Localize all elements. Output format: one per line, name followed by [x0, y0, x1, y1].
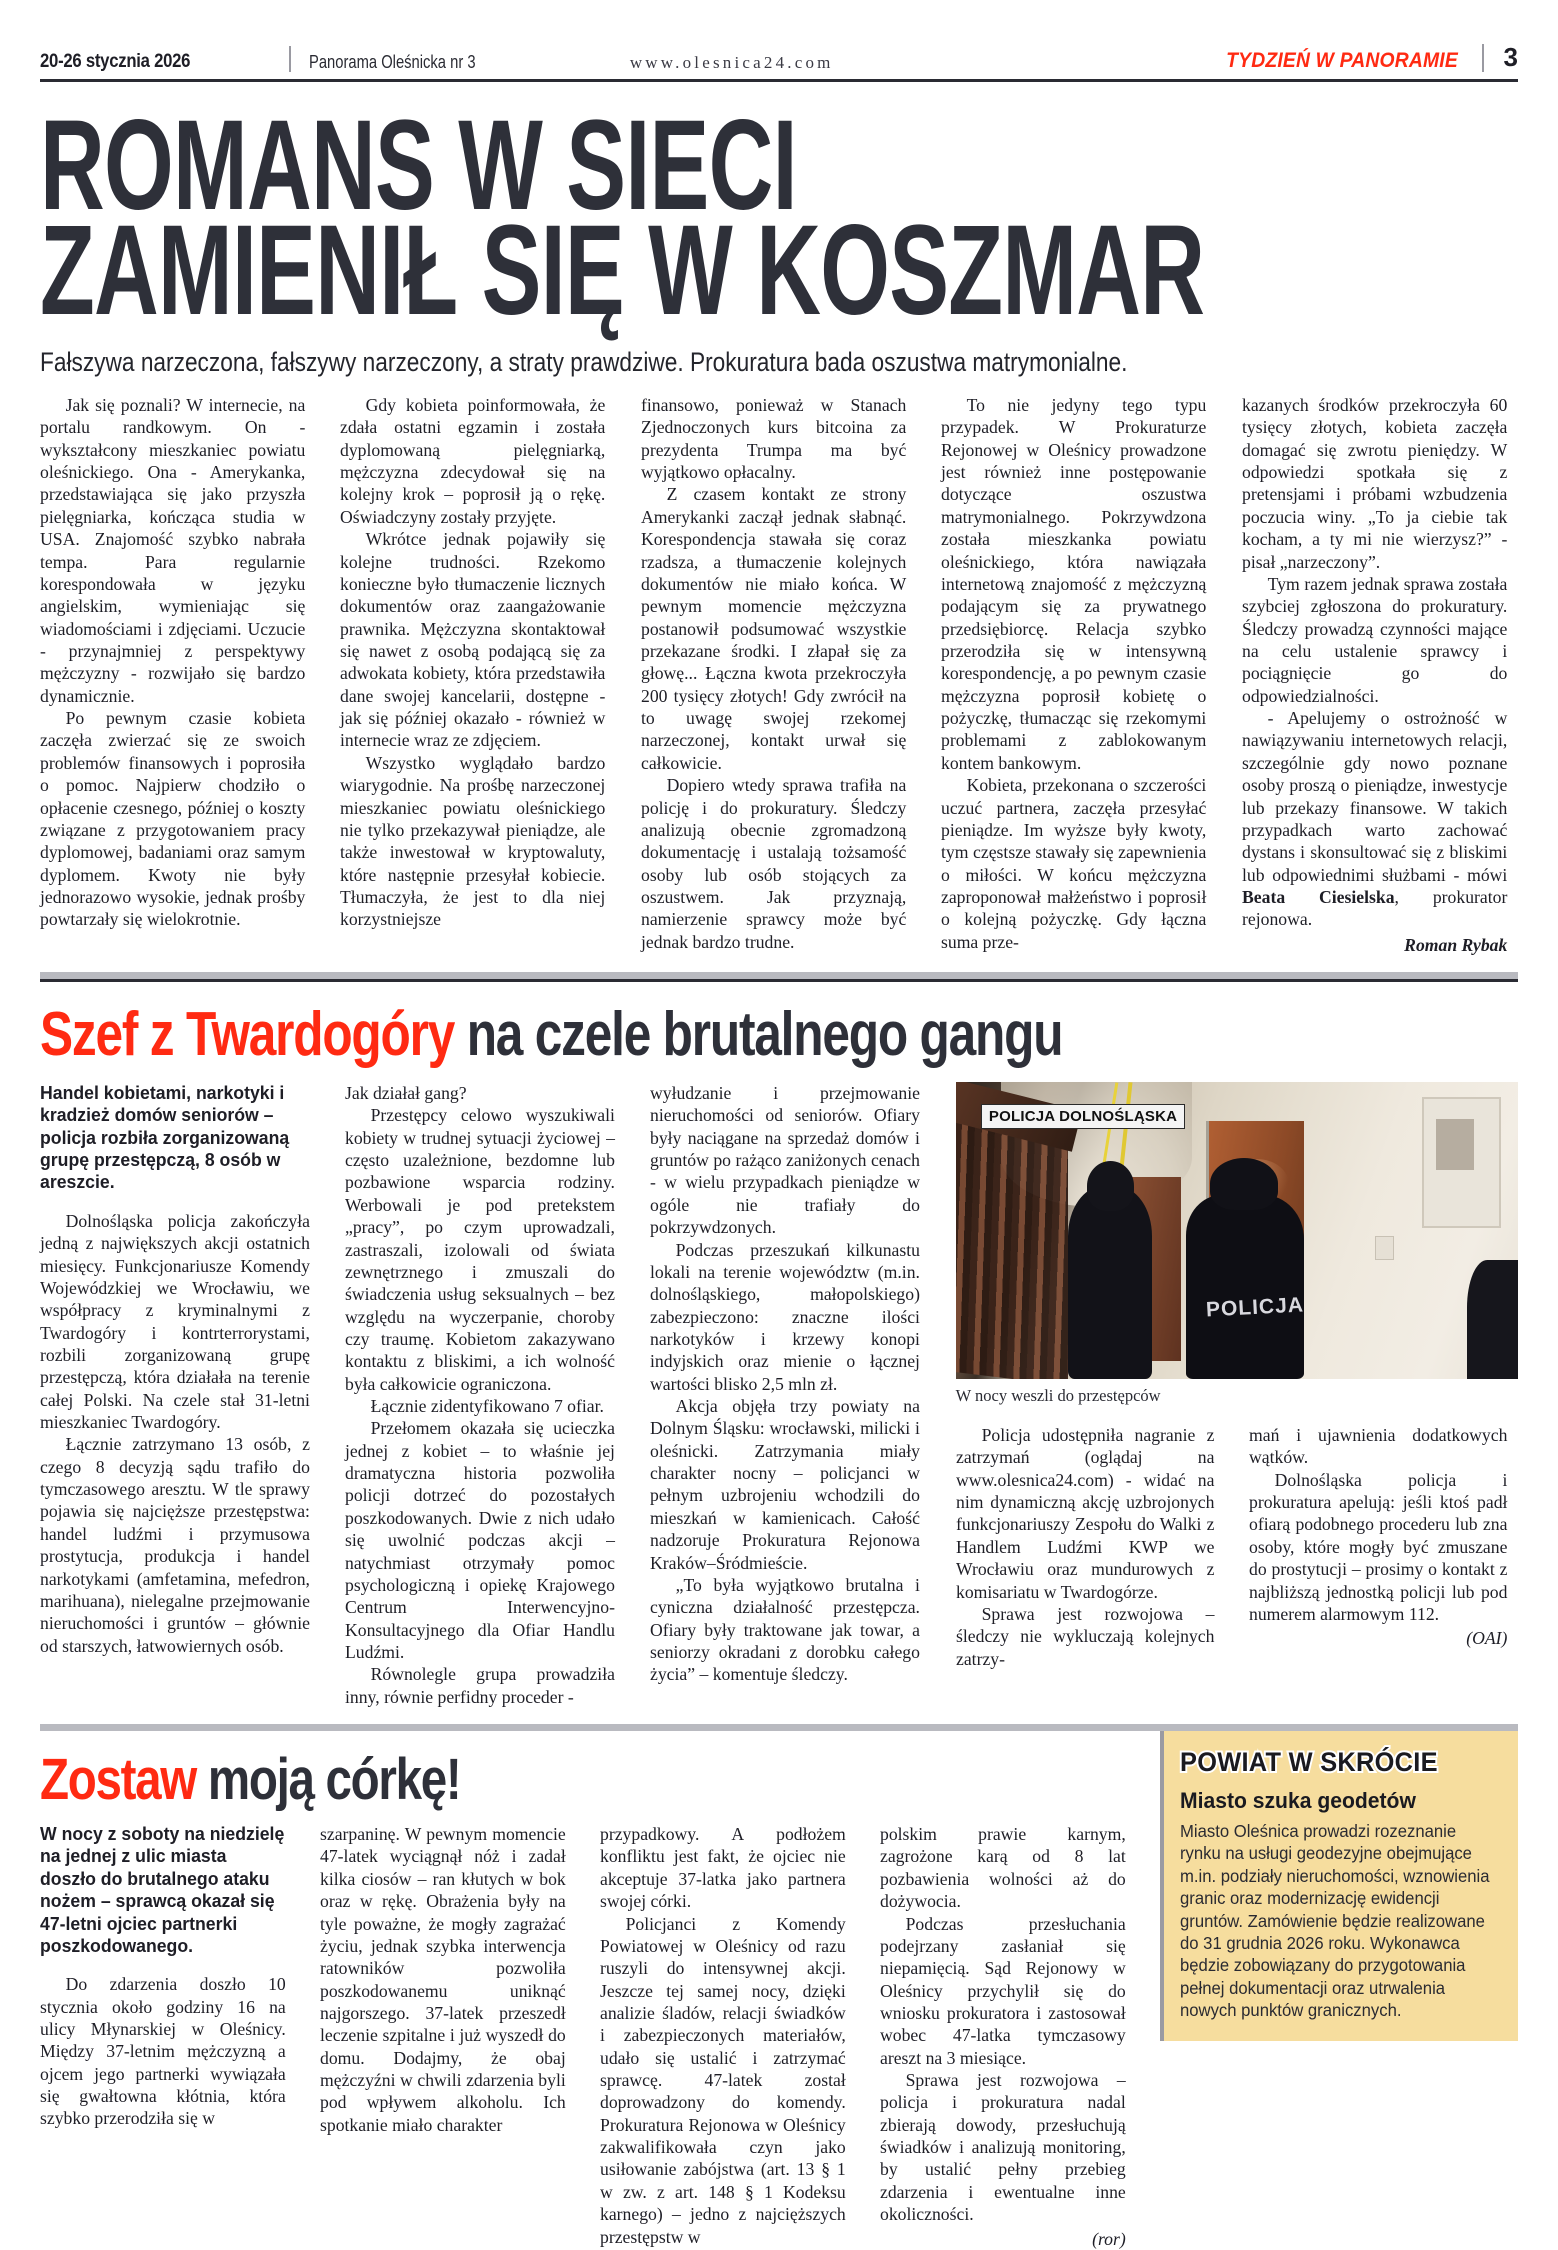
quote-pre: - Apelujemy o ostrożność w nawiązywaniu internetowych relacji, szczególnie gdy nowo poznane osoby proszą o pieniądze, inwestycje lub przekazy finansowe. W takich przypadkach warto zachować dystans i skonsultować się z bliskimi lub odpowiednimi służbami - mówi: [1241, 708, 1507, 885]
masthead: [40, 0, 1518, 82]
paragraph: Łącznie zatrzymano 13 osób, z czego 8 decyzją sądu trafiło do tymczasowego aresztu. W tle sprawy pojawia się najcięższe przestępstwa: handel ludźmi i przymusowa prostytucja, produkcja i handel narkotykami (amfetamina, mefedron, marihuana), nielegalne przejmowanie nieruchomości i gruntów – głównie od starszych, łatwowiernych osób.: [40, 1434, 310, 1656]
paragraph: Podczas przesłuchania podejrzany zasłaniał się niepamięcią. Sąd Rejonowy w Oleśnicy przychylił się do wniosku prokuratora i zastosował wobec 47-latka tymczasowy areszt na 3 miesiące.: [880, 1913, 1126, 2068]
article-gang: [40, 1000, 1518, 1708]
masthead-paper-name: Panorama Oleśnicka nr 3: [308, 52, 476, 72]
paragraph: Dopiero wtedy sprawa trafiła na policję i do prokuratury. Śledczy analizują obecnie zgromadzoną dokumentację i ustalają tożsamość osoby lub osób stojących za oszustwem. Jak przyznają, namierzenie sprawcy może być jednak bardzo trudne.: [640, 775, 907, 952]
masthead-divider-2: [1482, 44, 1484, 72]
sidebox-title: POWIAT W SKRÓCIE: [1180, 1747, 1438, 1778]
article-gang-lower-columns: [956, 1424, 1518, 1670]
section-rule-thin-1: [40, 979, 1518, 982]
article-gang-lead: Handel kobietami, narkotyki i kradzież domów seniorów – policja rozbiła zorganizowaną grupę przestępczą, 8 osób w areszcie.: [40, 1082, 290, 1193]
paragraph: kazanych środków przekroczyła 60 tysięcy złotych, kobieta zaczęła domagać się zwrotu pieniędzy. W odpowiedzi spotkała się z pretensjami i próbami wzbudzenia poczucia winy. „To ja ciebie tak kocham, a ty mi nie wierzysz?” - pisał „narzeczony”.: [1241, 395, 1507, 572]
article-knife-headline: [40, 1747, 939, 1813]
paragraph: Do zdarzenia doszło 10 stycznia około godziny 16 na ulicy Młynarskiej w Oleśnicy. Między 37-letnim mężczyzną a ojcem jego partnerki wywiązała się gwałtowna kłótnia, która szybko przerodziła się w: [40, 1974, 286, 2129]
police-raid-photo: [956, 1082, 1518, 1379]
paragraph: Łącznie zidentyfikowano 7 ofiar.: [370, 1396, 605, 1417]
paragraph: Dolnośląska policja zakończyła jedną z największych akcji ostatnich miesięcy. Funkcjonariusze Komendy Wojewódzkiej we Wrocławiu, we współpracy z kryminalnymi z Twardogóry i kontrterrorystami, rozbili zorganizowaną grupę przestępczą, która działała na terenie całej Polski. Na czele stał 31-letni mieszkaniec Twardogóry.: [40, 1210, 310, 1433]
paragraph: Policjanci z Komendy Powiatowej w Oleśnicy od razu ruszyli do intensywnej akcji. Jeszcze tej samej nocy, dzięki analizie śladów, relacji świadków i zabezpieczonych materiałów, udało się ustalić i zatrzymać sprawcę. 47-latek został doprowadzony do komendy. Prokuratura Rejonowa w Oleśnicy zakwalifikowała czyn jako usiłowanie zabójstwa (art. 13 § 1 w zw. z art. 148 § 1 Kodeksu karnego) – jedno z najcięższych przestępstw w: [600, 1913, 846, 2247]
quote-post: , prokurator rejonowa.: [1241, 886, 1507, 930]
article-knife-lead: W nocy z soboty na niedzielę na jednej z ulic miasta doszło do brutalnego ataku nożem – sprawcą okazał się 47-letni ojciec partnerki poszkodowanego.: [40, 1823, 285, 1956]
article-main-byline: Roman Rybak: [1403, 934, 1507, 955]
paragraph: mań i ujawnienia dodatkowych wątków.: [1248, 1425, 1508, 1468]
masthead-website-url[interactable]: www.olesnica24.com: [629, 53, 834, 72]
photo-source-tag: POLICJA DOLNOŚLĄSKA: [981, 1104, 1185, 1129]
headline-highlight: Szef z Twardogóry: [40, 1000, 455, 1070]
subquestion: Jak działał gang?: [345, 1083, 467, 1104]
headline-rest: moją córkę!: [195, 1747, 461, 1813]
photo-caption: W nocy weszli do przestępców: [955, 1386, 1161, 1406]
article-gang-columns: [40, 1082, 1518, 1708]
sidebox-body: Miasto Oleśnica prowadzi rozeznanie rynku na usługi geodezyjne obejmujące m.in. podziały nieruchomości, wznowienia granic oraz modernizację ewidencji gruntów. Zamówienie będzie realizowane do 31 grudnia 2026 roku. Wykonawca będzie zobowiązany do przygotowania pełnej dokumentacji oraz utrwalenia nowych punktów granicznych.: [1180, 1821, 1490, 2020]
bottom-section: [40, 1731, 1518, 2250]
article-main: [40, 94, 1518, 956]
paragraph: finansowo, ponieważ w Stanach Zjednoczonych kurs bitcoina za prezydenta Trumpa ma być wyjątkowo opłacalny.: [640, 395, 907, 483]
column-4: [941, 394, 1217, 956]
article-knife-credit: (ror): [1092, 2228, 1126, 2249]
paragraph: Policja udostępniła nagranie z zatrzymań (oglądaj na www.olesnica24.com) - widać na nim dynamiczną akcję uzbrojonych funkcjonariuszy Zespołu do Walki z Handlem Ludźmi KWP we Wrocławiu oraz mundurowych z komisariatu w Twardogórze.: [955, 1425, 1215, 1602]
article-gang-headline: [40, 1000, 1222, 1070]
column-1: [40, 1082, 321, 1708]
section-rule-thick-2: [40, 1724, 1518, 1731]
article-main-subhead: Fałszywa narzeczona, fałszywy narzeczony, a straty prawdziwe. Prokuratura bada oszustwa matrymonialne.: [40, 347, 1128, 378]
paragraph: wyłudzanie i przejmowanie nieruchomości od seniorów. Ofiary były naciągane na sprzedaż domów i gruntów po rażąco zaniżonych cenach - w wielu przypadkach pieniądze w ogóle nie trafiały do pokrzywdzonych.: [650, 1083, 921, 1238]
paragraph: Wkrótce jednak pojawiły się kolejne trudności. Rzekomo konieczne było tłumaczenie licznych dokumentów oraz zaangażowanie prawnika. Mężczyzna skontaktował się nawet z osobą podającą się za adwokata kobiety, która przedstawiła dane swojej kancelarii, dostępne - jak się później okazało - również w internecie wraz ze zdjęciem.: [340, 529, 606, 751]
light-switch: [1375, 1236, 1394, 1260]
headline-highlight: Zostaw: [40, 1747, 196, 1813]
paragraph: Dolnośląska policja i prokuratura apelują: jeśli ktoś padł ofiarą podobnego procederu lub zna osoby, które mogły być zmuszane do prostytucji – prosimy o kontakt z najbliższą jednostką policji lub pod numerem alarmowym 112.: [1248, 1469, 1508, 1624]
paragraph: „To była wyjątkowo brutalna i cyniczna działalność przestępcza. Ofiary były traktowane jak towar, a seniorzy okradani z dorobku całego życia” – komentuje śledczy.: [650, 1574, 921, 1685]
paragraph: Gdy kobieta poinformowała, że zdała ostatni egzamin i została dyplomowaną pielęgniarką, mężczyzna zdecydował się na kolejny krok – poprosił ją o rękę. Oświadczyny zostały przyjęte.: [340, 395, 606, 527]
paragraph: Po pewnym czasie kobieta zaczęła zwierzać się ze swoich problemów finansowych i poprosiła o pomoc. Najpierw chodziło o opłacenie czesnego, później o koszty związane z przygotowaniem pracy dyplomowej, badaniami oraz samym dyplomem. Kwoty nie były jednorazowo wysokie, jednak prośby powtarzały się wielokrotnie.: [40, 708, 306, 930]
column-4: [880, 1823, 1136, 2250]
paragraph: Sprawa jest rozwojowa – śledczy nie wykluczają kolejnych zatrzy-: [955, 1603, 1215, 1669]
paragraph: Tym razem jednak sprawa została szybciej zgłoszona do prokuratury. Śledczy prowadzą czynności mające na celu ustalenie sprawcy i pociągnięcie go do odpowiedzialności.: [1241, 573, 1507, 706]
paragraph: Jak się poznali? W internecie, na portalu randkowym. On - wykształcony mieszkaniec powiatu oleśnickiego. Ona - Amerykanka, przedstawiająca się jako przyszła pielęgniarka, kończąca studia w USA. Znajomość szybko nabrała tempa. Para regularnie korespondowała w języku angielskim, wymieniając się wiadomościami i zdjęciami. Uczucie - przynajmniej z perspektywy mężczyzny - rozwijało się bardzo dynamicznie.: [40, 395, 306, 706]
column-1: [40, 1823, 296, 2250]
masthead-page-number: 3: [1503, 42, 1518, 72]
column-2: [320, 1823, 576, 2250]
paragraph: Przestępcy celowo wyszukiwali kobiety w trudnej sytuacji życiowej – często uzależnione, bezdomne lub pozbawione wsparcia rodziny. Werbowali je pod pretekstem „pracy”, po czym uprowadzali, zastraszali, izolowali od świata zewnętrznego i zmuszali do świadczenia usług seksualnych – bez względu na wyczerpanie, choroby czy traumę. Kobietom zakazywano kontaktu z bliskimi, a ich wolność była całkowicie ograniczona.: [345, 1105, 616, 1394]
column-3: [600, 1823, 856, 2250]
paragraph: polskim prawie karnym, zagrożone karą od 8 lat pozbawienia wolności aż do dożywocia.: [880, 1824, 1126, 1912]
paragraph: Podczas przeszukań kilkunastu lokali na terenie województw (m.in. dolnośląskiego, małopolskiego) zabezpieczono: znaczne ilości narkotyków i krzewy konopi indyjskich oraz mienie o łącznej wartości blisko 2,5 mln zł.: [650, 1239, 921, 1394]
paragraph: Równolegle grupa prowadziła inny, równie perfidny proceder -: [345, 1664, 616, 1707]
paragraph: Wszystko wyglądało bardzo wiarygodnie. Na prośbę narzeczonej mieszkaniec powiatu oleśnickiego nie tylko przekazywał pieniądze, ale także inwestował w kryptowaluty, które następnie przesyłał kobiecie. Tłumaczyła, że jest to dla niej korzystniejsze: [340, 752, 606, 930]
article-knife-columns: [40, 1823, 1136, 2250]
sidebox-subtitle: Miasto szuka geodetów: [1180, 1788, 1416, 1814]
paragraph: Akcja objęła trzy powiaty na Dolnym Śląsku: wrocławski, milicki i oleśnicki. Zatrzymania miały charakter nocny – policjanci w pełnym uzbrojeniu wchodzili do mieszkań w kamienicach. Całość nadzoruje Prokuratura Rejonowa Kraków–Śródmieście.: [650, 1396, 921, 1573]
wall-panel: [1422, 1097, 1501, 1228]
article-knife: [40, 1731, 1136, 2250]
paragraph: Kobieta, przekonana o szczerości uczuć partnera, zaczęła przesyłać pieniądze. Im wyższe były kwoty, tym częstsze stawały się zapewnienia o miłości. W końcu mężczyzna zaproponował małżeństwo i poprosił o kolejną pożyczkę. Gdy łączna suma prze-: [941, 775, 1207, 952]
article-main-headline: [40, 94, 1518, 342]
masthead-date: 20-26 stycznia 2026: [40, 51, 191, 72]
masthead-divider-1: [289, 46, 291, 72]
paragraph: To nie jedyny tego typu przypadek. W Prokuraturze Rejonowej w Oleśnicy prowadzone jest również inne postępowanie dotyczące oszustwa matrymonialnego. Pokrzywdzona została mieszkanka powiatu oleśnickiego, która nawiązała internetową znajomość z mężczyzną podającym się za prywatnego przedsiębiorcę. Relacja szybko przerodziła się w intensywną korespondencję, a po pewnym czasie mężczyzna poprosił kobietę o pożyczkę, tłumacząc się rzekomymi problemami z zablokowanym kontem bankowym.: [941, 395, 1207, 773]
article-gang-photo-block: [956, 1082, 1518, 1406]
vest-police-label: POLICJA: [1205, 1293, 1305, 1322]
paragraph: Sprawa jest rozwojowa – policja i prokuratura nadal zbierają dowody, przesłuchują świadków i analizują monitoring, by ustalić pełny przebieg zdarzenia i ewentualne inne okoliczności.: [880, 2070, 1126, 2225]
paragraph-quote: [1242, 707, 1507, 931]
article-gang-credit: (OAI): [1466, 1628, 1508, 1649]
weapon-silhouette: [1467, 1260, 1518, 1379]
headline-rest: na czele brutalnego gangu: [454, 1000, 1063, 1070]
section-rule-thick-1: [40, 972, 1518, 979]
column-2: [340, 394, 616, 956]
column-3: [641, 394, 917, 956]
column-4: [956, 1424, 1225, 1670]
masthead-section-label: TYDZIEŃ W PANORAMIE: [1225, 49, 1458, 72]
paragraph: przypadkowy. A podłożem konfliktu jest fakt, że ojciec nie akceptuje 37-latka jako partnera swojej córki.: [600, 1824, 846, 1912]
photo-and-columns: [956, 1082, 1518, 1708]
police-officer-2: [1186, 1195, 1304, 1379]
column-1: [40, 394, 316, 956]
headline-line-2: ZAMIENIŁ SIĘ W KOSZMAR: [40, 198, 1205, 342]
powiat-w-skrocie-box: [1160, 1731, 1518, 2041]
paragraph: szarpaninę. W pewnym momencie 47-latek wyciągnął nóż i zadał kilka ciosów – ran kłutych w bok oraz w rękę. Obrażenia były na tyle poważne, że mogły zagrażać życiu, jednak szybka interwencja ratowników pozwoliła poszkodowanemu uniknąć najgorszego. 37-latek przeszedł leczenie szpitalne i już wyszedł do domu. Dodajmy, że obaj mężczyźni w chwili zdarzenia byli pod wpływem alkoholu. Ich spotkanie miało charakter: [320, 1824, 566, 2135]
column-5: [1242, 394, 1518, 956]
paragraph: Przełomem okazała się ucieczka jednej z kobiet – to właśnie jej dramatyczna historia pozwoliła policji dotrzeć do pozostałych poszkodowanych. Dwie z nich udało się uwolnić podczas akcji – natychmiast otrzymały pomoc psychologiczną i opiekę Krajowego Centrum Interwencyjno-Konsultacyjnego dla Ofiar Handlu Ludźmi.: [345, 1418, 616, 1662]
headline-line-1: ROMANS W SIECI: [40, 94, 797, 238]
sidebar-column: [1160, 1731, 1518, 2250]
prosecutor-name: Beata Ciesielska: [1241, 886, 1395, 907]
article-main-columns: [40, 394, 1518, 956]
column-3: [650, 1082, 931, 1708]
paragraph: Z czasem kontakt ze strony Amerykanki zaczął jednak słabnąć. Korespondencja stawała się coraz rzadsza, a tłumaczenie kolejnych dokumentów nie miało końca. W pewnym momencie mężczyzna postanowił podsumować wszystkie przekazane środki. I złapał się za głowę... Łączna kwota przekroczyła 200 tysięcy złotych! Gdy zwrócił na to uwagę swojej rzekomej narzeczonej, kontakt urwał się całkowicie.: [640, 484, 907, 773]
police-officer-1: [1068, 1186, 1152, 1379]
column-2: [345, 1082, 626, 1708]
column-5: [1249, 1424, 1518, 1670]
